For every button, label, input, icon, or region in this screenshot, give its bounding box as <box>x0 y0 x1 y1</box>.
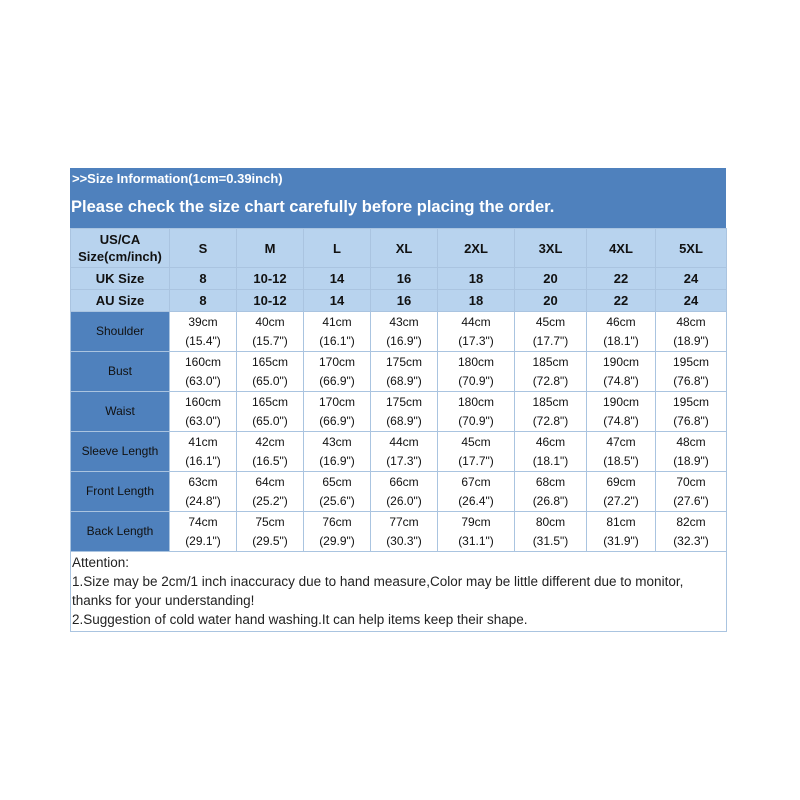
inch-value: (31.5") <box>532 533 569 548</box>
measurement-label: Waist <box>71 392 170 432</box>
inch-value: (29.5") <box>252 533 288 548</box>
size-info-line: >>Size Information(1cm=0.39inch) <box>72 171 283 186</box>
inch-value: (29.1") <box>185 533 221 548</box>
inch-value: (17.7") <box>532 333 569 348</box>
size-header-cell: XL <box>371 229 438 268</box>
cm-value: 170cm <box>318 394 356 409</box>
au-size-row <box>71 290 727 312</box>
inch-value: (16.1") <box>185 453 221 468</box>
cm-value: 74cm <box>188 514 218 529</box>
measurement-cell <box>304 352 371 392</box>
cm-value: 190cm <box>602 354 640 369</box>
inch-value: (74.8") <box>603 413 639 428</box>
cm-value: 46cm <box>606 314 636 329</box>
cm-value: 160cm <box>184 394 222 409</box>
uk-size-cell: 10-12 <box>237 268 304 290</box>
measurement-cell <box>656 512 727 552</box>
cm-value: 180cm <box>457 354 495 369</box>
au-size-label: AU Size <box>71 290 170 312</box>
inch-value: (27.6") <box>673 493 709 508</box>
cm-value: 67cm <box>461 474 491 489</box>
inch-value: (27.2") <box>603 493 639 508</box>
measurement-cell <box>237 512 304 552</box>
size-table <box>70 228 727 552</box>
cm-value: 70cm <box>676 474 706 489</box>
au-size-cell: 22 <box>587 290 656 312</box>
measurement-row <box>71 392 727 432</box>
measurement-cell <box>304 392 371 432</box>
inch-value: (66.9") <box>319 373 355 388</box>
inch-value: (68.9") <box>386 413 422 428</box>
measurement-row <box>71 432 727 472</box>
size-unit-label: Size(cm/inch) <box>78 249 162 264</box>
measurement-cell <box>587 352 656 392</box>
cm-value: 45cm <box>461 434 491 449</box>
measurement-cell <box>304 432 371 472</box>
size-header-cell: 4XL <box>587 229 656 268</box>
measurement-row <box>71 352 727 392</box>
measurement-cell <box>371 312 438 352</box>
size-header-cell: S <box>170 229 237 268</box>
cm-value: 79cm <box>461 514 491 529</box>
measurement-label: Shoulder <box>71 312 170 352</box>
measurement-cell <box>304 512 371 552</box>
measurement-row <box>71 472 727 512</box>
measurement-row <box>71 312 727 352</box>
corner-header-cell <box>71 229 170 268</box>
measurement-cell <box>656 432 727 472</box>
measurement-cell <box>587 472 656 512</box>
inch-value: (18.5") <box>603 453 639 468</box>
uk-size-cell: 8 <box>170 268 237 290</box>
measurement-label: Back Length <box>71 512 170 552</box>
uk-size-cell: 24 <box>656 268 727 290</box>
cm-value: 66cm <box>389 474 419 489</box>
attention-title: Attention: <box>72 555 130 570</box>
cm-value: 180cm <box>457 394 495 409</box>
measurement-cell <box>304 472 371 512</box>
cm-value: 46cm <box>535 434 566 449</box>
measurement-cell <box>587 392 656 432</box>
inch-value: (63.0") <box>185 373 221 388</box>
inch-value: (16.9") <box>386 333 422 348</box>
measurement-cell <box>438 392 515 432</box>
cm-value: 44cm <box>461 314 491 329</box>
cm-value: 165cm <box>251 354 289 369</box>
inch-value: (16.5") <box>252 453 288 468</box>
inch-value: (72.8") <box>532 373 569 388</box>
inch-value: (17.7") <box>458 453 494 468</box>
cm-value: 39cm <box>188 314 218 329</box>
measurement-cell <box>170 312 237 352</box>
cm-value: 160cm <box>184 354 222 369</box>
inch-value: (32.3") <box>673 533 709 548</box>
cm-value: 63cm <box>188 474 218 489</box>
measurement-cell <box>656 312 727 352</box>
cm-value: 75cm <box>255 514 285 529</box>
measurement-cell <box>237 432 304 472</box>
measurement-cell <box>237 472 304 512</box>
cm-value: 175cm <box>385 394 423 409</box>
uk-size-cell: 14 <box>304 268 371 290</box>
au-size-cell: 20 <box>515 290 587 312</box>
measurement-cell <box>170 392 237 432</box>
us-size-row <box>71 229 727 268</box>
inch-value: (70.9") <box>458 413 494 428</box>
inch-value: (66.9") <box>319 413 355 428</box>
cm-value: 82cm <box>676 514 706 529</box>
attention-note-2: 2.Suggestion of cold water hand washing.It can help items keep their shape. <box>72 612 528 627</box>
cm-value: 185cm <box>532 394 569 409</box>
inch-value: (30.3") <box>386 533 422 548</box>
measurement-cell <box>515 432 587 472</box>
cm-value: 165cm <box>251 394 289 409</box>
au-size-cell: 24 <box>656 290 727 312</box>
inch-value: (18.9") <box>673 453 709 468</box>
au-size-cell: 8 <box>170 290 237 312</box>
au-size-cell: 10-12 <box>237 290 304 312</box>
measurement-label: Sleeve Length <box>71 432 170 472</box>
cm-value: 64cm <box>255 474 285 489</box>
attention-notes <box>70 552 727 632</box>
inch-value: (18.1") <box>603 333 639 348</box>
measurement-cell <box>237 312 304 352</box>
cm-value: 48cm <box>676 434 706 449</box>
measurement-cell <box>371 392 438 432</box>
measurement-cell <box>587 312 656 352</box>
size-header-cell: L <box>304 229 371 268</box>
inch-value: (76.8") <box>673 413 709 428</box>
measurement-cell <box>515 472 587 512</box>
uk-size-label: UK Size <box>71 268 170 290</box>
au-size-cell: 16 <box>371 290 438 312</box>
cm-value: 76cm <box>322 514 352 529</box>
measurement-cell <box>515 512 587 552</box>
measurement-cell <box>656 472 727 512</box>
measurement-cell <box>170 472 237 512</box>
cm-value: 195cm <box>672 354 710 369</box>
measurement-cell <box>170 352 237 392</box>
inch-value: (18.9") <box>673 333 709 348</box>
inch-value: (76.8") <box>673 373 709 388</box>
inch-value: (70.9") <box>458 373 494 388</box>
measurement-row <box>71 512 727 552</box>
inch-value: (65.0") <box>252 373 288 388</box>
inch-value: (63.0") <box>185 413 221 428</box>
cm-value: 48cm <box>676 314 706 329</box>
uk-size-cell: 20 <box>515 268 587 290</box>
inch-value: (72.8") <box>532 413 569 428</box>
inch-value: (26.8") <box>532 493 569 508</box>
inch-value: (18.1") <box>532 453 569 468</box>
inch-value: (25.6") <box>319 493 355 508</box>
size-check-notice: Please check the size chart carefully before placing the order. <box>71 198 555 216</box>
measurement-label: Front Length <box>71 472 170 512</box>
uk-size-cell: 22 <box>587 268 656 290</box>
measurement-cell <box>438 472 515 512</box>
cm-value: 43cm <box>389 314 419 329</box>
inch-value: (17.3") <box>458 333 494 348</box>
inch-value: (29.9") <box>319 533 355 548</box>
uk-size-cell: 18 <box>438 268 515 290</box>
cm-value: 68cm <box>535 474 566 489</box>
uk-size-cell: 16 <box>371 268 438 290</box>
measurement-cell <box>170 432 237 472</box>
cm-value: 47cm <box>606 434 636 449</box>
cm-value: 77cm <box>389 514 419 529</box>
measurement-cell <box>438 352 515 392</box>
au-size-cell: 18 <box>438 290 515 312</box>
measurement-cell <box>438 432 515 472</box>
measurement-cell <box>371 352 438 392</box>
inch-value: (15.7") <box>252 333 288 348</box>
cm-value: 65cm <box>322 474 352 489</box>
measurement-cell <box>237 352 304 392</box>
inch-value: (65.0") <box>252 413 288 428</box>
size-header-cell: 2XL <box>438 229 515 268</box>
cm-value: 40cm <box>255 314 285 329</box>
measurement-cell <box>371 432 438 472</box>
inch-value: (26.0") <box>386 493 422 508</box>
measurement-cell <box>515 312 587 352</box>
cm-value: 42cm <box>255 434 285 449</box>
size-chart-header <box>70 168 726 228</box>
inch-value: (24.8") <box>185 493 221 508</box>
cm-value: 43cm <box>322 434 352 449</box>
measurement-cell <box>438 312 515 352</box>
inch-value: (74.8") <box>603 373 639 388</box>
inch-value: (16.9") <box>319 453 355 468</box>
size-header-cell: 5XL <box>656 229 727 268</box>
measurement-cell <box>170 512 237 552</box>
inch-value: (26.4") <box>458 493 494 508</box>
cm-value: 44cm <box>389 434 419 449</box>
cm-value: 41cm <box>188 434 218 449</box>
cm-value: 81cm <box>606 514 636 529</box>
cm-value: 69cm <box>606 474 636 489</box>
measurement-cell <box>515 352 587 392</box>
size-header-cell: 3XL <box>515 229 587 268</box>
measurement-cell <box>237 392 304 432</box>
cm-value: 170cm <box>318 354 356 369</box>
inch-value: (31.9") <box>603 533 639 548</box>
au-size-cell: 14 <box>304 290 371 312</box>
measurement-cell <box>587 432 656 472</box>
cm-value: 190cm <box>602 394 640 409</box>
size-chart <box>70 168 726 632</box>
inch-value: (25.2") <box>252 493 288 508</box>
measurement-cell <box>371 472 438 512</box>
us-ca-label: US/CA <box>99 232 141 247</box>
cm-value: 175cm <box>385 354 423 369</box>
measurement-rows <box>71 312 727 552</box>
cm-value: 41cm <box>322 314 352 329</box>
measurement-cell <box>371 512 438 552</box>
cm-value: 185cm <box>532 354 569 369</box>
uk-size-row <box>71 268 727 290</box>
cm-value: 45cm <box>535 314 566 329</box>
inch-value: (31.1") <box>458 533 494 548</box>
measurement-cell <box>304 312 371 352</box>
inch-value: (68.9") <box>386 373 422 388</box>
inch-value: (16.1") <box>319 333 355 348</box>
measurement-cell <box>656 392 727 432</box>
inch-value: (17.3") <box>386 453 422 468</box>
cm-value: 80cm <box>535 514 566 529</box>
size-header-cell: M <box>237 229 304 268</box>
measurement-cell <box>515 392 587 432</box>
inch-value: (15.4") <box>185 333 221 348</box>
cm-value: 195cm <box>672 394 710 409</box>
measurement-cell <box>438 512 515 552</box>
measurement-cell <box>656 352 727 392</box>
measurement-label: Bust <box>71 352 170 392</box>
attention-note-1: 1.Size may be 2cm/1 inch inaccuracy due to hand measure,Color may be little different due to monitor, thanks for your understanding! <box>72 574 684 608</box>
measurement-cell <box>587 512 656 552</box>
